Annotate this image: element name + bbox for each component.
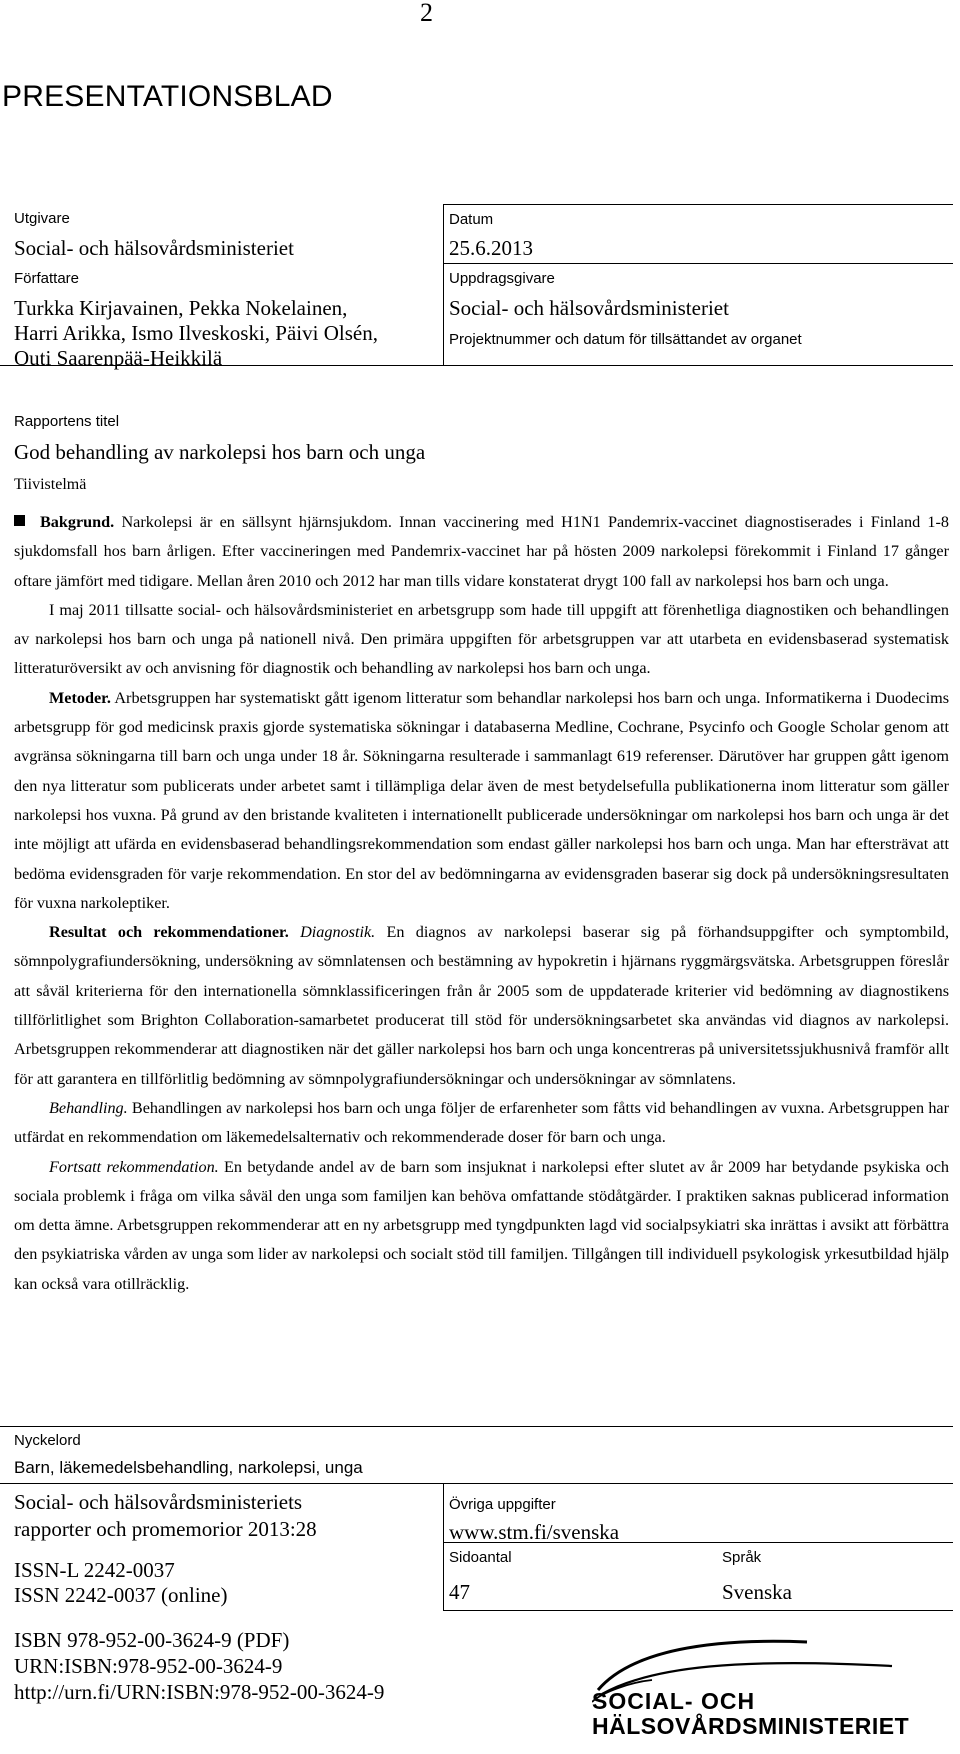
language-value: Svenska: [722, 1580, 792, 1604]
other-info-value[interactable]: www.stm.fi/svenska: [449, 1520, 620, 1544]
pages-label: Sidoantal: [449, 1549, 512, 1566]
paragraph-text: En diagnos av narkolepsi baserar sig på förhandsuppgifter och symptombild, sömnpolygrafiundersökning, undersökning av sömnlatensen och bestämning av hypokretin i hjärnans ryggmärgsvätska. Arbetsgruppen föreslår att såväl kriterierna för den internationella sömnklassificeringen från år 2005 som de uppdaterade kriterier vid bedömning av diagnostikens tillförlitlighet som Brighton Collaboration-samarbetet producerat till stöd för undersökningsarbetet ska användas vid diagnos av narkolepsi. Arbetsgruppen rekommenderar att diagnostiken när det gäller narkolepsi hos barn och unga koncentreras på universitetssjukhusnivå framför allt för att garantera en tillförlitlig bedömning av sömnpolygrafiundersökningar och undersökningar av sömnlatens.: [14, 923, 949, 1088]
sub-heading: Fortsatt rekommendation.: [49, 1157, 219, 1176]
summary-paragraph: [14, 596, 949, 684]
pages-value: 47: [449, 1580, 470, 1604]
paragraph-text: Arbetsgruppen har systematiskt gått igenom litteratur som behandlar narkolepsi hos barn och unga. Informatikerna i Duodecims arbetsgrupp för god medicinsk praxis gjorde systematiska sökningar i databaserna Medline, Cochrane, Psycinfo och Google Scholar genom att avgränsa sökningarna till barn och unga under 18 år. Sökningarna resulterade i sammanlagt 619 referenser. Därutöver har gruppen gått igenom den nya litteratur som publicerats under arbetet samt i tillämpliga delar även de mest betydelsefulla publikationerna inom litteratur som gäller narkolepsi hos vuxna. På grund av den bristande kvaliteten i internationellt publicerade undersökningar om narkolepsi hos barn och unga är det inte möjligt att ufärda en evidensbaserad behandlingsrekommendation som endast gäller narkolepsi hos barn och unga. Man har eftersträvat att bedöma evidensgraden för varje rekommendation. En stor del av bedömningarna av evidensgraden baserar sig dock på undersökningsresultaten för vuxna narkoleptiker.: [14, 688, 949, 912]
language-label: Språk: [722, 1549, 762, 1566]
summary-paragraph: [14, 1094, 949, 1153]
paragraph-text: Behandlingen av narkolepsi hos barn och unga följer de erfarenheter som fåtts vid behandlingen av vuxna. Arbetsgruppen har utfärdat en rekommendation om läkemedelsalternativ och rekommenderade doser för barn och unga.: [14, 1098, 949, 1147]
series-line: rapporter och promemorior 2013:28: [14, 1517, 317, 1541]
divider: [443, 204, 953, 205]
divider: [443, 263, 953, 264]
commissioner-label: Uppdragsgivare: [449, 270, 555, 287]
logo-text-line1: SOCIAL- OCH: [592, 1688, 756, 1714]
paragraph-text: I maj 2011 tillsatte social- och hälsovårdsministeriet en arbetsgrupp som hade till uppgift att förenhetliga diagnostiken och behandlingen av narkolepsi hos barn och unga på nationell nivå. Den primära uppgiften för arbetsgruppen var att utarbeta en evidensbaserad systematisk litteraturöversikt av och anvisning för diagnostik och behandling av narkolepsi hos barn och unga.: [14, 600, 949, 678]
paragraph-text: En betydande andel av de barn som insjuknat i narkolepsi efter slutet av år 2009 har betydande psykiska och sociala problemk i fråga om vilka såväl den unga som familjen kan behöva omfattande stödåtgärder. I praktiken saknas publicerad information om detta ämne. Arbetsgruppen rekommenderar att en ny arbetsgrupp med tyngdpunkten lagd vid socialpsykiatri ska inrättas i avsikt att förbättra den psykiatriska vården av unga som lider av narkolepsi och socialt stöd till familjen. Tillgången till individuell psykologisk yrkesutbildad hjälp kan också vara otillräcklig.: [14, 1157, 949, 1293]
divider: [0, 1426, 953, 1427]
publisher-value: Social- och hälsovårdsministeriet: [14, 236, 294, 260]
summary-paragraph: [14, 1153, 949, 1299]
publisher-label: Utgivare: [14, 210, 70, 227]
summary-label: Tiivistelmä: [14, 476, 87, 493]
date-value: 25.6.2013: [449, 236, 533, 260]
project-label: Projektnummer och datum för tillsättandet av organet: [449, 331, 802, 348]
section-heading: Metoder.: [49, 688, 111, 707]
date-label: Datum: [449, 211, 494, 228]
other-info-label: Övriga uppgifter: [449, 1496, 556, 1513]
author-line: Turkka Kirjavainen, Pekka Nokelainen,: [14, 296, 348, 320]
section-heading: Bakgrund.: [40, 513, 115, 531]
page-number: 2: [420, 0, 433, 27]
summary-paragraph: [14, 508, 949, 596]
bullet-icon: [14, 515, 25, 526]
author-line: Outi Saarenpää-Heikkilä: [14, 346, 223, 370]
report-title: God behandling av narkolepsi hos barn och unga: [14, 440, 426, 464]
divider: [443, 204, 444, 365]
divider: [443, 1610, 953, 1611]
summary-paragraph: [14, 684, 949, 918]
doc-title: PRESENTATIONSBLAD: [2, 80, 333, 113]
report-title-label: Rapportens titel: [14, 413, 120, 430]
paragraph-text: Narkolepsi är en sällsynt hjärnsjukdom. Innan vaccinering med H1N1 Pandemrix-vaccinet diagnostiserades i Finland 1-8 sjukdomsfall hos barn årligen. Efter vaccineringen med Pandemrix-vaccinet har på hösten 2009 narkolepsi förekommit i Finland 17 gånger oftare jämfört med tidigare. Mellan åren 2010 och 2012 har man tills vidare konstaterat drygt 100 fall av narkolepsi hos barn och unga.: [14, 513, 949, 590]
isbn: ISBN 978-952-00-3624-9 (PDF): [14, 1628, 290, 1652]
sub-heading: Diagnostik.: [300, 923, 376, 942]
divider: [443, 1483, 444, 1610]
author-line: Harri Arikka, Ismo Ilveskoski, Päivi Olsén,: [14, 321, 378, 345]
urn: URN:ISBN:978-952-00-3624-9: [14, 1654, 283, 1678]
issn-online: ISSN 2242-0037 (online): [14, 1583, 228, 1607]
commissioner-value: Social- och hälsovårdsministeriet: [449, 296, 729, 320]
urn-link[interactable]: http://urn.fi/URN:ISBN:978-952-00-3624-9: [14, 1680, 385, 1704]
sub-heading: Behandling.: [49, 1098, 128, 1117]
summary-body: [14, 508, 949, 1299]
keywords-label: Nyckelord: [14, 1432, 81, 1449]
series-line: Social- och hälsovårdsministeriets: [14, 1490, 303, 1514]
issn-l: ISSN-L 2242-0037: [14, 1558, 175, 1582]
section-heading: Resultat och rekommendationer.: [49, 923, 289, 942]
keywords-value: Barn, läkemedelsbehandling, narkolepsi, unga: [14, 1458, 363, 1477]
summary-paragraph: [14, 918, 949, 1094]
logo-text-line2: HÄLSOVÅRDSMINISTERIET: [592, 1713, 910, 1739]
authors-label: Författare: [14, 270, 80, 287]
divider: [0, 1483, 953, 1484]
ministry-logo: [592, 1632, 912, 1744]
